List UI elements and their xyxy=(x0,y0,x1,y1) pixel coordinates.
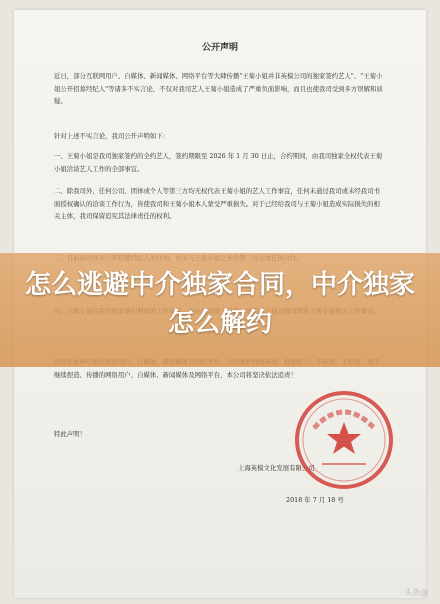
paragraph-intro-body: 近日，部分互联网用户、自媒体、新闻媒体、网络平台等大肆传播"王菊小姐并非英模公司的独家签约艺人"、"王菊小姐公开招募经纪人"等诸多不实言论，不仅对我司艺人王菊小姐造成了严重负面影响，而且也使我司受到多方误解和质疑。 xyxy=(54,72,383,106)
declaration-item-2: 二、除我司外，任何公司、团体或个人等第三方均无权代表王菊小姐的艺人工作事宜，任何未通过我司或未经我司书面授权确认的洽谈工作行为，皆使我司和王菊小姐本人蒙受严重损失。对于已经给我司与王菊小姐造成实际损失的相关主体，我司保留追究其法律责任的权利。 xyxy=(54,187,380,221)
signature-date: 2018 年 7 月 18 号 xyxy=(286,496,344,504)
company-signature: 上海英模文化发展有限公司 xyxy=(238,464,315,472)
paragraph-end: 特此声明！ xyxy=(54,430,86,438)
company-seal xyxy=(292,388,396,492)
watermark-text: 头条@ xyxy=(404,588,428,597)
paragraph-declaration-lead: 针对上述不实言论，我司公开声明如下： xyxy=(54,132,170,140)
document-title: 公开声明 xyxy=(201,43,238,53)
paragraph-closing: 继续捏造、传播的网络用户、自媒体、新闻媒体及网络平台，本公司将坚决依法追责！ xyxy=(54,370,297,379)
declaration-item-1: 一、王菊小姐是我司独家签约的全约艺人，签约期限至 2026 年 1 月 30 日止，合约期间，由我司独家全权代表王菊小姐洽谈艺人工作的全部事宜。 xyxy=(54,152,383,173)
headline-text: 怎么逃避中介独家合同，中介独家怎么解约 xyxy=(24,270,415,338)
